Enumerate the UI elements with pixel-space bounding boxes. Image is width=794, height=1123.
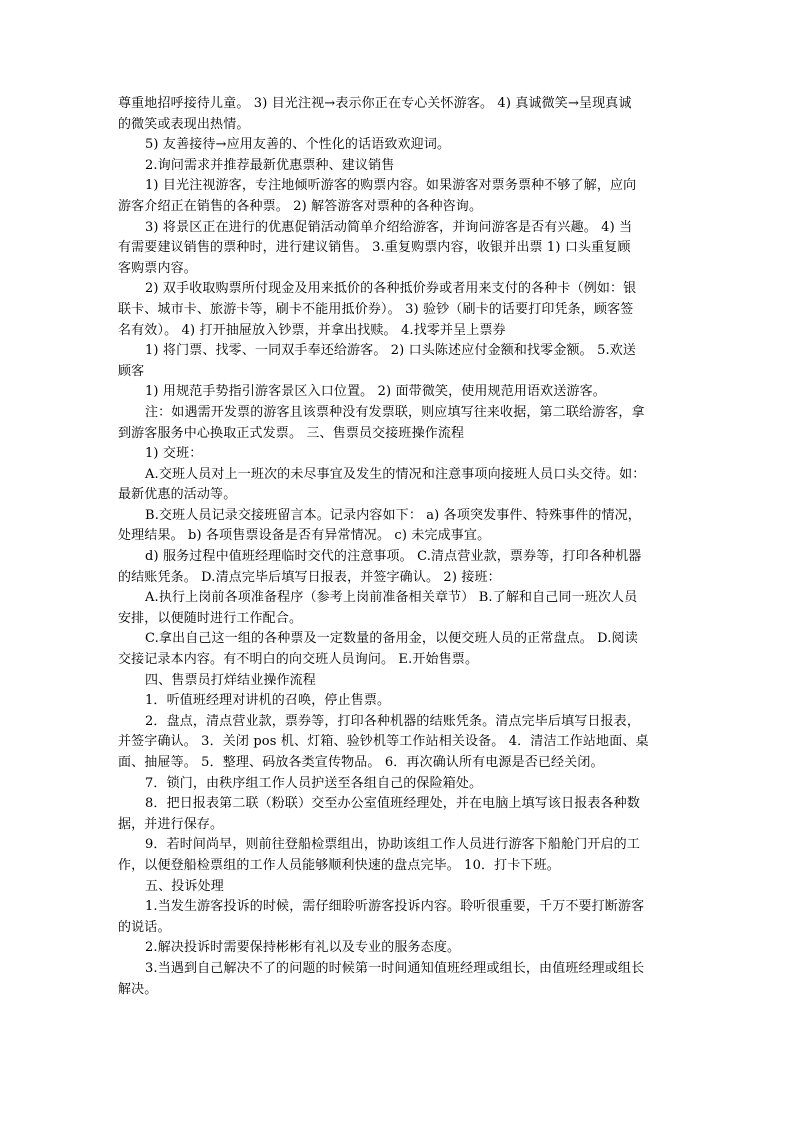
- text-line: B.交班人员记录交接班留言本。记录内容如下： a) 各项突发事件、特殊事件的情况，: [145, 507, 641, 523]
- text-line: 面、抽屉等。 5．整理、码放各类宣传物品。 6．再次确认所有电源是否已经关闭。: [118, 755, 604, 770]
- text-line: 3) 将景区正在进行的优惠促销活动简单介绍给游客，并询问游客是否有兴趣。 4) 当: [145, 219, 633, 235]
- text-line: 并签字确认。 3．关闭 pos 机、灯箱、验钞机等工作站相关设备。 4．清洁工作站地面、桌: [118, 734, 649, 750]
- text-line: 的结账凭条。 D.清点完毕后填写日报表，并签字确认。 2) 接班：: [118, 569, 501, 585]
- text-line: d) 服务过程中值班经理临时交代的注意事项。 C.清点营业款，票券等，打印各种机器: [145, 549, 642, 565]
- text-line: 8．把日报表第二联（粉联）交至办公室值班经理处，并在电脑上填写该日报表各种数: [145, 796, 640, 812]
- text-line: 9．若时间尚早，则前往登船检票组出，协助该组工作人员进行游客下船舱门开启的工: [145, 837, 640, 853]
- text-line: 解决。: [118, 981, 158, 997]
- text-line: 1.当发生游客投诉的时候，需仔细聆听游客投诉内容。聆听很重要，千万不要打断游客: [145, 899, 645, 915]
- text-line: 7．锁门，由秩序组工作人员护送至各组自己的保险箱处。: [145, 775, 483, 791]
- text-line: 最新优惠的活动等。: [118, 487, 237, 503]
- text-line: 有需要建议销售的票种时，进行建议销售。 3.重复购票内容，收银并出票 1) 口头重复顾: [118, 240, 631, 256]
- text-line: 1) 用规范手势指引游客景区入口位置。 2) 面带微笑，使用规范用语欢送游客。: [145, 384, 606, 400]
- text-line: 2.解决投诉时需要保持彬彬有礼以及专业的服务态度。: [145, 940, 461, 956]
- text-line: 处理结果。 b) 各项售票设备是否有异常情况。 c) 未完成事宜。: [118, 528, 491, 544]
- text-line: 游客介绍正在销售的各种票。 2) 解答游客对票种的各种咨询。: [118, 198, 483, 214]
- text-line: 顾客: [118, 363, 145, 379]
- text-line: 五、投诉处理: [145, 878, 224, 894]
- text-line: 到游客服务中心换取正式发票。 三、售票员交接班操作流程: [118, 425, 465, 441]
- text-line: 据，并进行保存。: [118, 816, 224, 832]
- text-line: A.交班人员对上一班次的未尽事宜及发生的情况和注意事项向接班人员口头交待。如：: [145, 466, 646, 482]
- text-line: 名有效）。 4) 打开抽屉放入钞票，并拿出找赎。 4.找零并呈上票券: [118, 322, 506, 338]
- text-line: 联卡、城市卡、旅游卡等，刷卡不能用抵价券）。 3) 验钞（刷卡的话要打印凭条，顾客签: [118, 301, 634, 317]
- text-line: 作，以便登船检票组的工作人员能够顺利快速的盘点完毕。 10．打卡下班。: [118, 857, 560, 873]
- text-line: 2) 双手收取购票所付现金及用来抵价的各种抵价券或者用来支付的各种卡（例如：银: [145, 281, 637, 297]
- text-line: A.执行上岗前各项准备程序（参考上岗前准备相关章节） B.了解和自己同一班次人员: [145, 590, 638, 606]
- text-line: 2.询问需求并推荐最新优惠票种、建议销售: [145, 157, 395, 173]
- text-line: 1．听值班经理对讲机的召唤，停止售票。: [145, 693, 391, 709]
- text-line: 尊重地招呼接待儿童。 3) 目光注视→表示你正在专心关怀游客。 4) 真诚微笑→呈现真诚: [118, 96, 632, 111]
- text-line: 客购票内容。: [118, 260, 197, 276]
- text-line: 5) 友善接待→应用友善的、个性化的话语致欢迎词。: [145, 137, 451, 153]
- text-line: 的说话。: [118, 919, 171, 935]
- text-line: 2．盘点，清点营业款，票券等，打印各种机器的结账凭条。清点完毕后填写日报表，: [145, 713, 640, 729]
- text-line: 的微笑或表现出热情。: [118, 116, 250, 132]
- text-line: 四、售票员打烊结业操作流程: [145, 672, 316, 688]
- text-line: 安排，以便随时进行工作配合。: [118, 610, 303, 626]
- text-line: 注：如遇需开发票的游客且该票种没有发票联，则应填写往来收据，第二联给游客，拿: [145, 404, 645, 420]
- text-line: 1) 目光注视游客，专注地倾听游客的购票内容。如果游客对票务票种不够了解，应向: [145, 178, 637, 194]
- text-line: 交接记录本内容。有不明白的向交班人员询问。 E.开始售票。: [118, 652, 479, 668]
- text-line: C.拿出自己这一组的各种票及一定数量的备用金，以便交班人员的正常盘点。 D.阅读: [145, 631, 638, 647]
- text-line: 1) 交班：: [145, 446, 203, 462]
- text-line: 3.当遇到自己解决不了的问题的时候第一时间通知值班经理或组长，由值班经理或组长: [145, 960, 645, 976]
- text-line: 1) 将门票、找零、一同双手奉还给游客。 2) 口头陈述应付金额和找零金额。 5.欢送: [145, 343, 637, 359]
